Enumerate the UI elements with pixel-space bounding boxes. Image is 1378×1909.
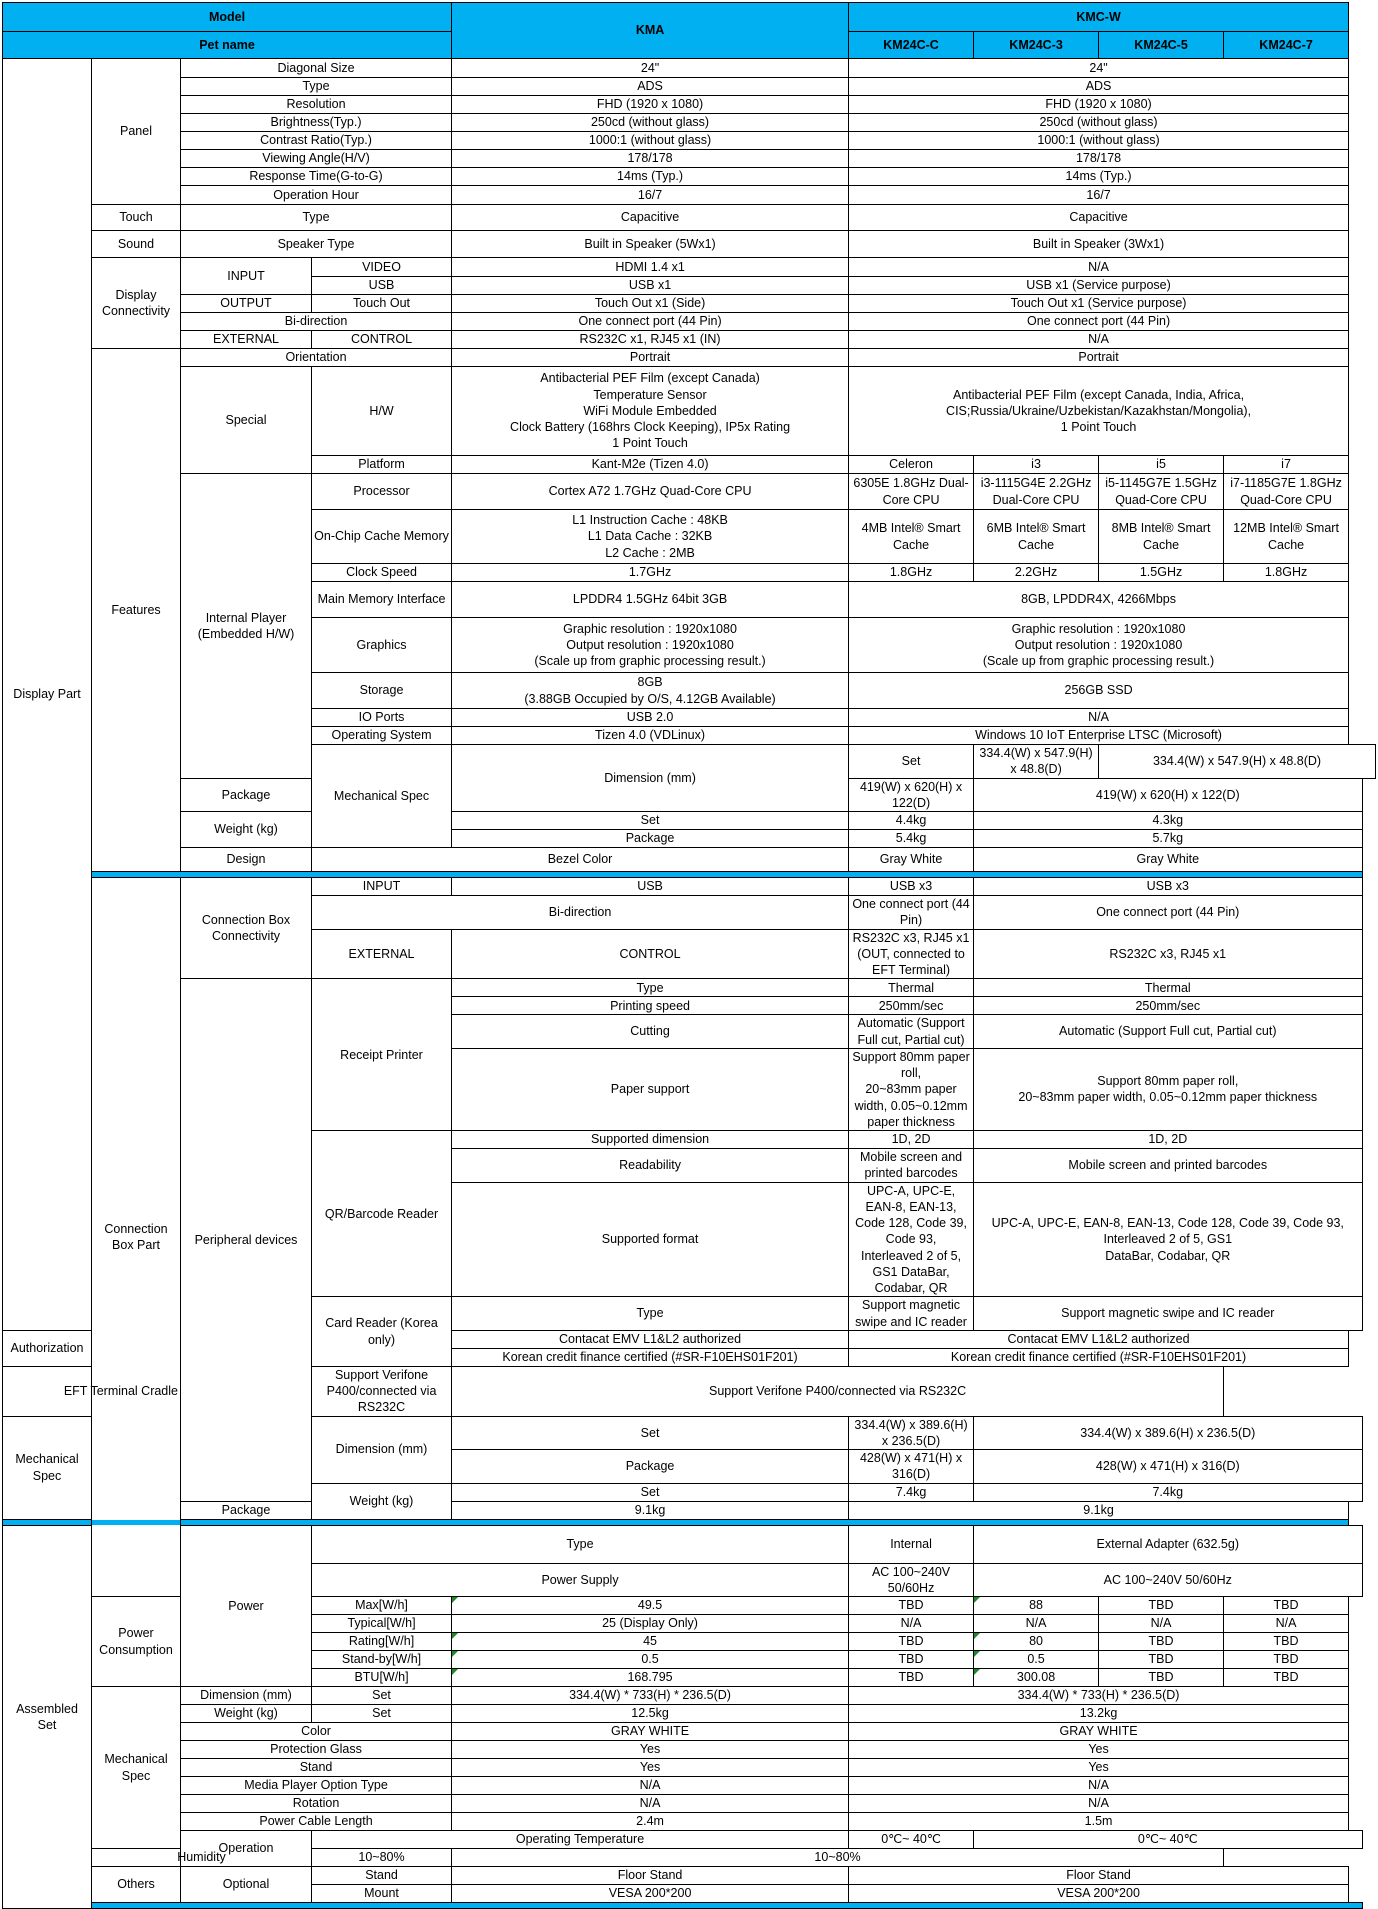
kmcw-touch-out: Touch Out x1 (Service purpose) (849, 295, 1349, 313)
kma-mount: VESA 200*200 (452, 1885, 849, 1903)
kma-protection-glass: Yes (452, 1741, 849, 1759)
label-cb-usb: USB (452, 878, 849, 896)
kma-power-type: Internal (849, 1525, 974, 1563)
kmcw-btu-c: TBD (849, 1669, 974, 1687)
kmcw-power-supply: AC 100~240V 50/60Hz (974, 1563, 1362, 1597)
label-typical: Typical[W/h] (312, 1615, 452, 1633)
label-authorization: Authorization (3, 1330, 92, 1366)
kmcw-clock-7: 1.8GHz (1224, 564, 1349, 582)
kmcw-max-7: TBD (1224, 1597, 1349, 1615)
label-standby: Stand-by[W/h] (312, 1651, 452, 1669)
label-dimension-set: Set (849, 745, 974, 779)
kma-cb-dimension-package: 428(W) x 471(H) x 316(D) (849, 1450, 974, 1484)
label-cable-length: Power Cable Length (181, 1813, 452, 1831)
label-supported-dimension: Supported dimension (452, 1131, 849, 1149)
kmcw-mount: VESA 200*200 (849, 1885, 1349, 1903)
label-power-supply: Power Supply (312, 1563, 849, 1597)
kma-type: ADS (452, 78, 849, 96)
kmcw-contrast: 1000:1 (without glass) (849, 132, 1349, 150)
kmcw-supported-dimension: 1D, 2D (974, 1131, 1362, 1149)
header-kmcw: KMC-W (849, 3, 1349, 32)
kma-platform: Kant-M2e (Tizen 4.0) (452, 456, 849, 474)
group-connection-box-connectivity: Connection Box Connectivity (181, 878, 312, 979)
label-resolution: Resolution (181, 96, 452, 114)
kmcw-rating-c: TBD (849, 1633, 974, 1651)
label-storage: Storage (312, 673, 452, 709)
label-cb-bi-direction: Bi-direction (312, 896, 849, 930)
kmcw-humidity: 10~80% (452, 1849, 1224, 1867)
kmcw-graphics: Graphic resolution : 1920x1080 Output resolution : 1920x1080 (Scale up from graphic processing result.) (849, 618, 1349, 673)
kmcw-orientation: Portrait (849, 349, 1349, 367)
kmcw-max-c: TBD (849, 1597, 974, 1615)
label-media-option: Media Player Option Type (181, 1777, 452, 1795)
kmcw-platform-celeron: Celeron (849, 456, 974, 474)
label-input: INPUT (181, 258, 312, 295)
label-readability: Readability (452, 1149, 849, 1183)
label-dimension-package: Package (181, 778, 312, 812)
kmcw-processor-7: i7-1185G7E 1.8GHz Quad-Core CPU (1224, 474, 1349, 510)
label-max: Max[W/h] (312, 1597, 452, 1615)
kma-io-ports: USB 2.0 (452, 709, 849, 727)
kma-power-supply: AC 100~240V 50/60Hz (849, 1563, 974, 1597)
kmcw-cache-c: 4MB Intel® Smart Cache (849, 510, 974, 564)
label-rotation: Rotation (181, 1795, 452, 1813)
kmcw-typical-c: N/A (849, 1615, 974, 1633)
kmcw-processor-3: i3-1115G4E 2.2GHz Dual-Core CPU (974, 474, 1099, 510)
kma-orientation: Portrait (452, 349, 849, 367)
label-humidity: Humidity (92, 1849, 312, 1867)
label-cb-weight-set: Set (452, 1483, 849, 1501)
kmcw-cb-control: RS232C x3, RJ45 x1 (974, 929, 1362, 979)
kma-bi-direction: One connect port (44 Pin) (452, 313, 849, 331)
label-eft-cradle: EFT Terminal Cradle (3, 1366, 181, 1416)
label-rating: Rating[W/h] (312, 1633, 452, 1651)
kmcw-typical-7: N/A (1224, 1615, 1349, 1633)
label-weight-set: Set (452, 812, 849, 830)
label-weight-package: Package (452, 830, 849, 848)
label-mount: Mount (312, 1885, 452, 1903)
label-cb-dimension: Dimension (mm) (312, 1416, 452, 1483)
kmcw-control: N/A (849, 331, 1349, 349)
kmcw-dimension-set: 334.4(W) x 547.9(H) x 48.8(D) (1099, 745, 1376, 779)
label-paper-support: Paper support (452, 1048, 849, 1130)
kmcw-typical-5: N/A (1099, 1615, 1224, 1633)
section-display-part: Display Part (3, 59, 92, 1331)
kma-memory-interface: LPDDR4 1.5GHz 64bit 3GB (452, 582, 849, 618)
label-bi-direction: Bi-direction (181, 313, 452, 331)
label-dimension: Dimension (mm) (452, 745, 849, 812)
kmcw-hw: Antibacterial PEF Film (except Canada, India, Africa, CIS;Russia/Ukraine/Uzbekistan/Kazakhstan/Mongolia), 1 Point Touch (849, 367, 1349, 456)
kmcw-cr-type: Support magnetic swipe and IC reader (974, 1297, 1362, 1331)
kmcw-btu-7: TBD (1224, 1669, 1349, 1687)
kma-cr-type: Support magnetic swipe and IC reader (849, 1297, 974, 1331)
label-touch-type: Type (181, 205, 452, 231)
label-power-type: Type (312, 1525, 849, 1563)
kmcw-cache-5: 8MB Intel® Smart Cache (1099, 510, 1224, 564)
kma-cb-bi-direction: One connect port (44 Pin) (849, 896, 974, 930)
kmcw-type: ADS (849, 78, 1349, 96)
kma-cb-weight-package: 9.1kg (452, 1501, 849, 1519)
kma-standby: 0.5 (452, 1651, 849, 1669)
label-special: Special (181, 367, 312, 474)
kmcw-diagonal: 24" (849, 59, 1349, 78)
kma-humidity: 10~80% (312, 1849, 452, 1867)
kmcw-color: GRAY WHITE (849, 1723, 1349, 1741)
label-cb-weight-package: Package (181, 1501, 312, 1519)
label-as-weight: Weight (kg) (181, 1705, 312, 1723)
label-memory-interface: Main Memory Interface (312, 582, 452, 618)
label-opt-stand: Stand (312, 1867, 452, 1885)
kma-dimension-set: 334.4(W) x 547.9(H) x 48.8(D) (974, 745, 1099, 779)
kma-bezel-color: Gray White (849, 848, 974, 872)
header-variant-3: KM24C-3 (974, 32, 1099, 59)
label-color: Color (181, 1723, 452, 1741)
kmcw-clock-3: 2.2GHz (974, 564, 1099, 582)
kmcw-media-option: N/A (849, 1777, 1349, 1795)
kma-operating-temperature: 0℃~ 40℃ (849, 1831, 974, 1849)
group-touch: Touch (92, 205, 181, 231)
kmcw-response-time: 14ms (Typ.) (849, 168, 1349, 186)
kmcw-cb-dimension-package: 428(W) x 471(H) x 316(D) (974, 1450, 1362, 1484)
header-variant-7: KM24C-7 (1224, 32, 1349, 59)
kma-viewing-angle: 178/178 (452, 150, 849, 168)
label-rp-type: Type (452, 979, 849, 997)
label-as-dimension: Dimension (mm) (181, 1687, 312, 1705)
kmcw-opt-stand: Floor Stand (849, 1867, 1349, 1885)
label-type: Type (181, 78, 452, 96)
kmcw-processor-c: 6305E 1.8GHz Dual-Core CPU (849, 474, 974, 510)
kmcw-processor-5: i5-1145G7E 1.5GHz Quad-Core CPU (1099, 474, 1224, 510)
kma-storage: 8GB (3.88GB Occupied by O/S, 4.12GB Available) (452, 673, 849, 709)
kma-max: 49.5 (452, 1597, 849, 1615)
kmcw-typical-3: N/A (974, 1615, 1099, 1633)
label-qr-reader: QR/Barcode Reader (312, 1131, 452, 1297)
kmcw-brightness: 250cd (without glass) (849, 114, 1349, 132)
kma-cb-usb: USB x3 (849, 878, 974, 896)
kmcw-standby-7: TBD (1224, 1651, 1349, 1669)
kmcw-operation-hour: 16/7 (849, 186, 1349, 205)
label-optional: Optional (181, 1867, 312, 1903)
kmcw-paper-support: Support 80mm paper roll, 20~83mm paper width, 0.05~0.12mm paper thickness (974, 1048, 1362, 1130)
kma-speaker-type: Built in Speaker (5Wx1) (452, 231, 849, 258)
kmcw-stand: Yes (849, 1759, 1349, 1777)
label-cb-weight: Weight (kg) (312, 1483, 452, 1519)
kma-as-weight: 12.5kg (452, 1705, 849, 1723)
label-control: CONTROL (312, 331, 452, 349)
label-touch-out: Touch Out (312, 295, 452, 313)
kmcw-storage: 256GB SSD (849, 673, 1349, 709)
group-peripheral-devices: Peripheral devices (181, 979, 312, 1501)
kmcw-max-3: 88 (974, 1597, 1099, 1615)
group-panel: Panel (92, 59, 181, 205)
label-clock-speed: Clock Speed (312, 564, 452, 582)
kmcw-btu-5: TBD (1099, 1669, 1224, 1687)
label-graphics: Graphics (312, 618, 452, 673)
kmcw-usb: USB x1 (Service purpose) (849, 277, 1349, 295)
label-orientation: Orientation (181, 349, 452, 367)
group-others: Others (92, 1867, 181, 1903)
kmcw-video: N/A (849, 258, 1349, 277)
header-variant-5: KM24C-5 (1099, 32, 1224, 59)
label-operating-system: Operating System (312, 727, 452, 745)
label-receipt-printer: Receipt Printer (312, 979, 452, 1131)
group-display-connectivity: Display Connectivity (92, 258, 181, 349)
kmcw-auth-korean: Korean credit finance certified (#SR-F10EHS01F201) (849, 1348, 1349, 1366)
kma-stand: Yes (452, 1759, 849, 1777)
label-cb-dimension-package: Package (452, 1450, 849, 1484)
kma-brightness: 250cd (without glass) (452, 114, 849, 132)
kmcw-power-type: External Adapter (632.5g) (974, 1525, 1362, 1563)
kmcw-cb-weight-set: 7.4kg (974, 1483, 1362, 1501)
kmcw-supported-format: UPC-A, UPC-E, EAN-8, EAN-13, Code 128, Code 39, Code 93, Interleaved 2 of 5, GS1 DataBar, Codabar, QR (974, 1182, 1362, 1297)
label-usb: USB (312, 277, 452, 295)
kma-cable-length: 2.4m (452, 1813, 849, 1831)
kmcw-platform-i3: i3 (974, 456, 1099, 474)
kma-auth-emv: Contacat EMV L1&L2 authorized (452, 1330, 849, 1348)
kmcw-readability: Mobile screen and printed barcodes (974, 1149, 1362, 1183)
kma-response-time: 14ms (Typ.) (452, 168, 849, 186)
kma-hw: Antibacterial PEF Film (except Canada) Temperature Sensor WiFi Module Embedded Clock Battery (168hrs Clock Keeping), IP5x Rating 1 Point Touch (452, 367, 849, 456)
kmcw-eft-cradle: Support Verifone P400/connected via RS232C (452, 1366, 1224, 1416)
label-internal-player: Internal Player (Embedded H/W) (181, 474, 312, 779)
label-stand: Stand (181, 1759, 452, 1777)
group-features: Features (92, 349, 181, 872)
kma-diagonal: 24" (452, 59, 849, 78)
kma-rp-type: Thermal (849, 979, 974, 997)
kma-resolution: FHD (1920 x 1080) (452, 96, 849, 114)
label-processor: Processor (312, 474, 452, 510)
kma-readability: Mobile screen and printed barcodes (849, 1149, 974, 1183)
label-platform: Platform (312, 456, 452, 474)
kmcw-cb-dimension-set: 334.4(W) x 389.6(H) x 236.5(D) (974, 1416, 1362, 1450)
group-sound: Sound (92, 231, 181, 258)
kmcw-printing-speed: 250mm/sec (974, 997, 1362, 1015)
kma-cutting: Automatic (Support Full cut, Partial cut) (849, 1015, 974, 1049)
group-design: Design (181, 848, 312, 872)
kmcw-cb-bi-direction: One connect port (44 Pin) (974, 896, 1362, 930)
kmcw-standby-3: 0.5 (974, 1651, 1099, 1669)
kma-opt-stand: Floor Stand (452, 1867, 849, 1885)
kmcw-clock-5: 1.5GHz (1099, 564, 1224, 582)
label-as-weight-set: Set (312, 1705, 452, 1723)
kma-touch-out: Touch Out x1 (Side) (452, 295, 849, 313)
kmcw-memory-interface: 8GB, LPDDR4X, 4266Mbps (849, 582, 1349, 618)
label-card-reader: Card Reader (Korea only) (312, 1297, 452, 1367)
kmcw-dimension-package: 419(W) x 620(H) x 122(D) (974, 778, 1362, 812)
label-response-time: Response Time(G-to-G) (181, 168, 452, 186)
header-variant-c: KM24C-C (849, 32, 974, 59)
kmcw-rating-7: TBD (1224, 1633, 1349, 1651)
kma-processor: Cortex A72 1.7GHz Quad-Core CPU (452, 474, 849, 510)
kmcw-cache-7: 12MB Intel® Smart Cache (1224, 510, 1349, 564)
label-speaker-type: Speaker Type (181, 231, 452, 258)
label-cr-type: Type (452, 1297, 849, 1331)
kma-media-option: N/A (452, 1777, 849, 1795)
label-printing-speed: Printing speed (452, 997, 849, 1015)
kmcw-cb-weight-package: 9.1kg (849, 1501, 1349, 1519)
kma-cb-dimension-set: 334.4(W) x 389.6(H) x 236.5(D) (849, 1416, 974, 1450)
kmcw-standby-c: TBD (849, 1651, 974, 1669)
kma-supported-format: UPC-A, UPC-E, EAN-8, EAN-13, Code 128, Code 39, Code 93, Interleaved 2 of 5, GS1 DataBar, Codabar, QR (849, 1182, 974, 1297)
kma-paper-support: Support 80mm paper roll, 20~83mm paper width, 0.05~0.12mm paper thickness (849, 1048, 974, 1130)
kmcw-weight-package: 5.7kg (974, 830, 1362, 848)
kma-auth-korean: Korean credit finance certified (#SR-F10EHS01F201) (452, 1348, 849, 1366)
kmcw-protection-glass: Yes (849, 1741, 1349, 1759)
label-cb-control: CONTROL (452, 929, 849, 979)
kmcw-io-ports: N/A (849, 709, 1349, 727)
label-diagonal: Diagonal Size (181, 59, 452, 78)
label-viewing-angle: Viewing Angle(H/V) (181, 150, 452, 168)
header-pet-name: Pet name (3, 32, 452, 59)
kmcw-rating-3: 80 (974, 1633, 1099, 1651)
header-kma: KMA (452, 3, 849, 59)
label-cutting: Cutting (452, 1015, 849, 1049)
kmcw-as-dimension: 334.4(W) * 733(H) * 236.5(D) (849, 1687, 1349, 1705)
kma-as-dimension: 334.4(W) * 733(H) * 236.5(D) (452, 1687, 849, 1705)
kma-usb: USB x1 (452, 277, 849, 295)
kmcw-viewing-angle: 178/178 (849, 150, 1349, 168)
kmcw-rp-type: Thermal (974, 979, 1362, 997)
group-operation: Operation (181, 1831, 312, 1867)
kma-dimension-package: 419(W) x 620(H) x 122(D) (849, 778, 974, 812)
kma-cache: L1 Instruction Cache : 48KB L1 Data Cache : 32KB L2 Cache : 2MB (452, 510, 849, 564)
label-weight: Weight (kg) (181, 812, 312, 848)
kmcw-auth-emv: Contacat EMV L1&L2 authorized (849, 1330, 1349, 1348)
group-cb-mechanical-spec: Mechanical Spec (3, 1416, 92, 1519)
kmcw-platform-i7: i7 (1224, 456, 1349, 474)
kmcw-max-5: TBD (1099, 1597, 1224, 1615)
label-as-dimension-set: Set (312, 1687, 452, 1705)
kmcw-standby-5: TBD (1099, 1651, 1224, 1669)
kma-contrast: 1000:1 (without glass) (452, 132, 849, 150)
label-cb-external: EXTERNAL (312, 929, 452, 979)
kma-clock-speed: 1.7GHz (452, 564, 849, 582)
kmcw-resolution: FHD (1920 x 1080) (849, 96, 1349, 114)
section-assembled-set: Assembled Set (3, 1525, 92, 1909)
kmcw-cache-3: 6MB Intel® Smart Cache (974, 510, 1099, 564)
label-operation-hour: Operation Hour (181, 186, 452, 205)
kma-printing-speed: 250mm/sec (849, 997, 974, 1015)
kma-cb-control: RS232C x3, RJ45 x1 (OUT, connected to EFT Terminal) (849, 929, 974, 979)
kma-btu: 168.795 (452, 1669, 849, 1687)
kma-typical: 25 (Display Only) (452, 1615, 849, 1633)
label-cb-input: INPUT (312, 878, 452, 896)
kmcw-weight-set: 4.3kg (974, 812, 1362, 830)
kma-cb-weight-set: 7.4kg (849, 1483, 974, 1501)
kmcw-rotation: N/A (849, 1795, 1349, 1813)
label-bezel-color: Bezel Color (312, 848, 849, 872)
group-as-mechanical-spec: Mechanical Spec (92, 1687, 181, 1849)
label-output: OUTPUT (181, 295, 312, 313)
kma-operating-system: Tizen 4.0 (VDLinux) (452, 727, 849, 745)
kmcw-as-weight: 13.2kg (849, 1705, 1349, 1723)
header-model: Model (3, 3, 452, 32)
label-cache: On-Chip Cache Memory (312, 510, 452, 564)
label-brightness: Brightness(Typ.) (181, 114, 452, 132)
kmcw-clock-c: 1.8GHz (849, 564, 974, 582)
label-io-ports: IO Ports (312, 709, 452, 727)
kma-weight-set: 4.4kg (849, 812, 974, 830)
kma-weight-package: 5.4kg (849, 830, 974, 848)
kmcw-bezel-color: Gray White (974, 848, 1362, 872)
label-hw: H/W (312, 367, 452, 456)
label-cb-dimension-set: Set (452, 1416, 849, 1450)
kmcw-btu-3: 300.08 (974, 1669, 1099, 1687)
label-btu: BTU[W/h] (312, 1669, 452, 1687)
kma-eft-cradle: Support Verifone P400/connected via RS232C (312, 1366, 452, 1416)
kma-rotation: N/A (452, 1795, 849, 1813)
kma-supported-dimension: 1D, 2D (849, 1131, 974, 1149)
kmcw-cable-length: 1.5m (849, 1813, 1349, 1831)
kma-graphics: Graphic resolution : 1920x1080 Output resolution : 1920x1080 (Scale up from graphic processing result.) (452, 618, 849, 673)
kma-operation-hour: 16/7 (452, 186, 849, 205)
label-operating-temperature: Operating Temperature (312, 1831, 849, 1849)
label-video: VIDEO (312, 258, 452, 277)
kma-touch-type: Capacitive (452, 205, 849, 231)
kmcw-touch-type: Capacitive (849, 205, 1349, 231)
kma-control: RS232C x1, RJ45 x1 (IN) (452, 331, 849, 349)
spec-table (2, 2, 1376, 1909)
label-external: EXTERNAL (181, 331, 312, 349)
label-protection-glass: Protection Glass (181, 1741, 452, 1759)
group-power: Power (181, 1525, 312, 1687)
section-separator (3, 1903, 1376, 1909)
label-power-consumption: Power Consumption (92, 1597, 181, 1687)
kmcw-speaker-type: Built in Speaker (3Wx1) (849, 231, 1349, 258)
kmcw-cb-usb: USB x3 (974, 878, 1362, 896)
section-connection-box: Connection Box Part (92, 878, 181, 1597)
kma-color: GRAY WHITE (452, 1723, 849, 1741)
kma-video: HDMI 1.4 x1 (452, 258, 849, 277)
kmcw-cutting: Automatic (Support Full cut, Partial cut) (974, 1015, 1362, 1049)
kma-rating: 45 (452, 1633, 849, 1651)
label-supported-format: Supported format (452, 1182, 849, 1297)
kmcw-operating-system: Windows 10 IoT Enterprise LTSC (Microsoft) (849, 727, 1349, 745)
kmcw-rating-5: TBD (1099, 1633, 1224, 1651)
kmcw-platform-i5: i5 (1099, 456, 1224, 474)
kmcw-operating-temperature: 0℃~ 40℃ (974, 1831, 1362, 1849)
group-mechanical-spec: Mechanical Spec (312, 745, 452, 848)
kmcw-bi-direction: One connect port (44 Pin) (849, 313, 1349, 331)
label-contrast: Contrast Ratio(Typ.) (181, 132, 452, 150)
